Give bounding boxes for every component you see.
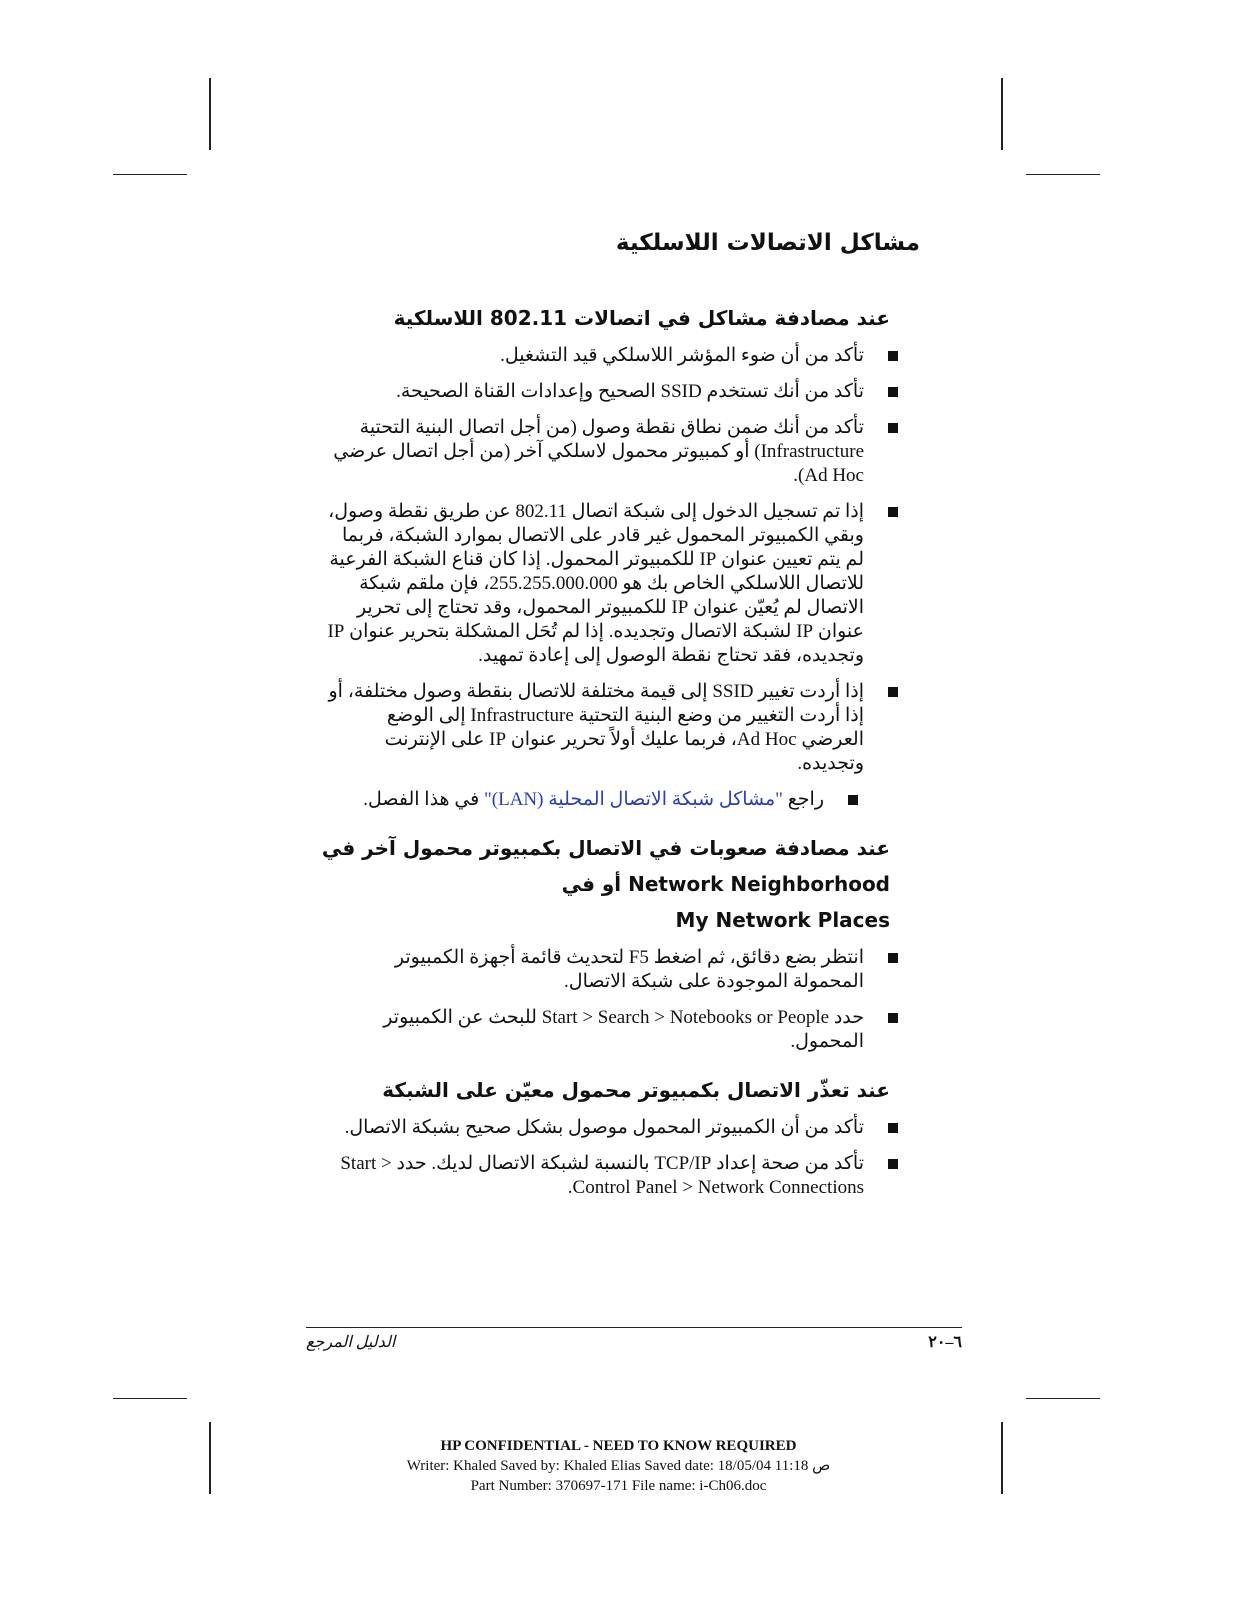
list-item: تأكد من صحة إعداد TCP/IP بالنسبة لشبكة الاتصال لديك. حدد Start > Control Panel > Network Connections. <box>320 1152 864 1200</box>
list-item: تأكد من أن الكمبيوتر المحمول موصول بشكل صحيح بشبكة الاتصال. <box>320 1116 864 1140</box>
section-heading: عند مصادفة مشاكل في اتصالات 802.11 اللاسلكية <box>393 306 890 330</box>
page-number: ٦–٢٠ <box>928 1334 962 1351</box>
list-item <box>320 788 824 812</box>
bullet-list <box>320 946 920 1054</box>
section-heading: عند تعذّر الاتصال بكمبيوتر محمول معيّن على الشبكة <box>382 1078 890 1102</box>
crop-mark <box>113 1398 187 1399</box>
crop-mark <box>113 174 187 175</box>
footer-divider <box>306 1327 962 1328</box>
bullet-list <box>320 1116 920 1200</box>
list-item: تأكد من أن ضوء المؤشر اللاسلكي قيد التشغيل. <box>320 344 864 368</box>
see-prefix: راجع <box>782 789 824 810</box>
heading-line: عند مصادفة صعوبات في الاتصال بكمبيوتر محمول آخر في <box>321 836 890 860</box>
list-item: تأكد من أنك تستخدم SSID الصحيح وإعدادات القناة الصحيحة. <box>320 380 864 404</box>
list-item: حدد Start > Search > Notebooks or People للبحث عن الكمبيوتر المحمول. <box>320 1006 864 1054</box>
footer-guide-title: الدليل المرجع <box>306 1334 396 1351</box>
page-content <box>320 226 920 1212</box>
lan-problems-link[interactable]: "مشاكل شبكة الاتصال المحلية (LAN)" <box>484 789 783 810</box>
crop-mark <box>1026 174 1100 175</box>
crop-mark <box>1001 78 1003 150</box>
list-item: إذا أردت تغيير SSID إلى قيمة مختلفة للاتصال بنقطة وصول مختلفة، أو إذا أردت التغيير من وضع البنية التحتية Infrastructure إلى الوضع العرضي Ad Hoc، فربما عليك أولاً تحرير عنوان IP على الإنترنت وتجديده. <box>320 680 864 776</box>
list-item: تأكد من أنك ضمن نطاق نقطة وصول (من أجل اتصال البنية التحتية Infrastructure) أو كمبيوتر محمول لاسلكي آخر (من أجل اتصال عرضي Ad Hoc). <box>320 416 864 488</box>
list-item: إذا تم تسجيل الدخول إلى شبكة اتصال 802.11 عن طريق نقطة وصول، وبقي الكمبيوتر المحمول غير قادر على الاتصال بموارد الشبكة، فربما لم يتم تعيين عنوان IP للكمبيوتر المحمول. إذا كان قناع الشبكة الفرعية للاتصال اللاسلكي الخاص بك هو 255.255.000.000، فإن ملقم شبكة الاتصال لم يُعيّن عنوان IP للكمبيوتر المحمول، وقد تحتاج إلى تحرير عنوان IP لشبكة الاتصال وتجديده. إذا لم تُحَل المشكلة بتحرير عنوان IP وتجديده، فقد تحتاج نقطة الوصول إلى إعادة تمهيد. <box>320 500 864 668</box>
see-suffix: في هذا الفصل. <box>363 789 484 810</box>
section-heading <box>320 830 920 938</box>
page-title: مشاكل الاتصالات اللاسلكية <box>615 230 920 256</box>
part-number: Part Number: 370697-171 File name: i-Ch06.doc <box>470 1478 767 1494</box>
list-item: انتظر بضع دقائق، ثم اضغط F5 لتحديث قائمة أجهزة الكمبيوتر المحمولة الموجودة على شبكة الاتصال. <box>320 946 864 994</box>
crop-mark <box>209 78 211 150</box>
document-meta: Writer: Khaled Saved by: Khaled Elias Saved date: 18/05/04 11:18 ص <box>406 1458 831 1474</box>
confidential-block <box>0 1436 1237 1496</box>
heading-line: My Network Places <box>675 908 890 932</box>
crop-mark <box>1026 1398 1100 1399</box>
bullet-list <box>320 344 920 812</box>
heading-line: Network Neighborhood أو في <box>561 872 890 896</box>
confidential-notice: HP CONFIDENTIAL - NEED TO KNOW REQUIRED <box>440 1438 797 1454</box>
